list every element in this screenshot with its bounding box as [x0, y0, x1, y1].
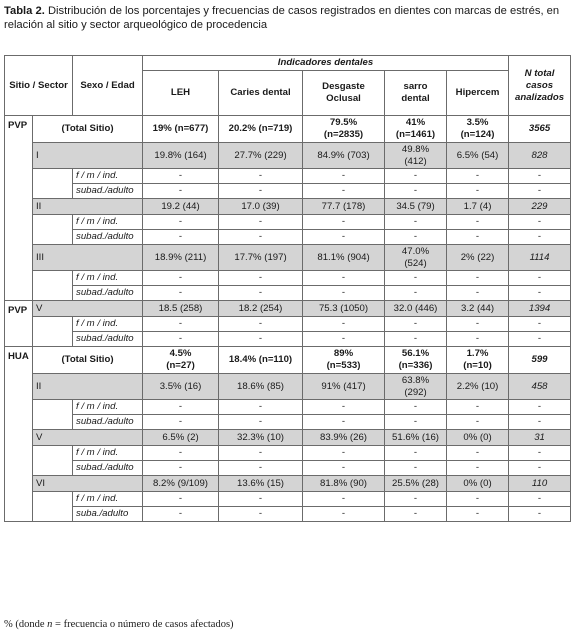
- value-cell: 77.7 (178): [303, 199, 385, 215]
- dash-cell: -: [447, 507, 509, 522]
- dash-cell: -: [385, 169, 447, 184]
- blank-cell: [33, 317, 73, 347]
- header-leh: LEH: [143, 71, 219, 116]
- value-cell: 19.8% (164): [143, 143, 219, 169]
- dash-cell: -: [219, 286, 303, 301]
- footnote-post: = frecuencia o número de casos afectados): [52, 619, 234, 630]
- dash-cell: -: [143, 461, 219, 476]
- table-row: [5, 317, 571, 332]
- value-cell: 18.9% (211): [143, 245, 219, 271]
- table-row: [5, 374, 571, 400]
- total-sitio-label: (Total Sitio): [33, 116, 143, 143]
- dash-cell: -: [219, 492, 303, 507]
- sector-label: III: [33, 245, 143, 271]
- dash-cell: -: [509, 446, 571, 461]
- table-row: [5, 446, 571, 461]
- sub-label-fm: f / m / ind.: [73, 492, 143, 507]
- dash-cell: -: [385, 215, 447, 230]
- value-cell: 20.2% (n=719): [219, 116, 303, 143]
- dash-cell: -: [447, 400, 509, 415]
- dash-cell: -: [219, 230, 303, 245]
- dash-cell: -: [385, 400, 447, 415]
- dash-cell: -: [143, 286, 219, 301]
- dash-cell: -: [447, 215, 509, 230]
- sector-label: II: [33, 199, 143, 215]
- value-cell: 81.1% (904): [303, 245, 385, 271]
- dash-cell: -: [303, 507, 385, 522]
- dash-cell: -: [447, 184, 509, 199]
- dash-cell: -: [447, 271, 509, 286]
- total-cell: 1394: [509, 301, 571, 317]
- table-footnote: [4, 619, 234, 630]
- dash-cell: -: [219, 169, 303, 184]
- dash-cell: -: [385, 492, 447, 507]
- sub-label-age: subad./adulto: [73, 184, 143, 199]
- value-cell: 25.5% (28): [385, 476, 447, 492]
- dash-cell: -: [143, 507, 219, 522]
- value-cell: 19% (n=677): [143, 116, 219, 143]
- value-cell: 32.0 (446): [385, 301, 447, 317]
- header-n-total-text: N total casos analizados: [515, 67, 565, 103]
- value-cell: 18.6% (85): [219, 374, 303, 400]
- dash-cell: -: [509, 332, 571, 347]
- dash-cell: -: [219, 317, 303, 332]
- dash-cell: -: [143, 169, 219, 184]
- value-cell: 75.3 (1050): [303, 301, 385, 317]
- dash-cell: -: [385, 286, 447, 301]
- value-cell: 2% (22): [447, 245, 509, 271]
- dash-cell: -: [385, 332, 447, 347]
- dash-cell: -: [143, 230, 219, 245]
- sector-label: V: [33, 430, 143, 446]
- value-cell: 83.9% (26): [303, 430, 385, 446]
- dash-cell: -: [143, 271, 219, 286]
- dash-cell: -: [385, 507, 447, 522]
- value-cell: 18.4% (n=110): [219, 347, 303, 374]
- sub-label-age: subad./adulto: [73, 461, 143, 476]
- value-cell: 8.2% (9/109): [143, 476, 219, 492]
- sub-label-age: subad./adulto: [73, 286, 143, 301]
- blank-cell: [33, 215, 73, 245]
- dash-cell: -: [303, 271, 385, 286]
- total-sitio-label: (Total Sitio): [33, 347, 143, 374]
- dental-indicators-table: [4, 55, 571, 522]
- dash-cell: -: [447, 332, 509, 347]
- dash-cell: -: [143, 446, 219, 461]
- table-row: [5, 271, 571, 286]
- dash-cell: -: [385, 230, 447, 245]
- value-cell: 79.5% (n=2835): [303, 116, 385, 143]
- table-row: [5, 415, 571, 430]
- dash-cell: -: [509, 184, 571, 199]
- caption-label: Tabla 2.: [4, 5, 45, 17]
- table-row: [5, 245, 571, 271]
- dash-cell: -: [385, 271, 447, 286]
- dash-cell: -: [303, 184, 385, 199]
- dash-cell: -: [509, 215, 571, 230]
- dash-cell: -: [303, 169, 385, 184]
- table-row: [5, 301, 571, 317]
- table-row: [5, 492, 571, 507]
- blank-cell: [33, 492, 73, 522]
- dash-cell: -: [385, 415, 447, 430]
- dash-cell: -: [385, 461, 447, 476]
- dash-cell: -: [143, 492, 219, 507]
- header-n-total: [509, 56, 571, 116]
- dash-cell: -: [303, 415, 385, 430]
- table-row: [5, 476, 571, 492]
- dash-cell: -: [447, 317, 509, 332]
- sub-label-fm: f / m / ind.: [73, 400, 143, 415]
- footnote-pre: % (donde: [4, 619, 48, 630]
- table-row: [5, 332, 571, 347]
- value-cell: 18.5 (258): [143, 301, 219, 317]
- dash-cell: -: [219, 400, 303, 415]
- value-cell: 2.2% (10): [447, 374, 509, 400]
- blank-cell: [33, 169, 73, 199]
- dash-cell: -: [143, 332, 219, 347]
- dash-cell: -: [509, 271, 571, 286]
- dash-cell: -: [385, 317, 447, 332]
- value-cell: 3.5% (16): [143, 374, 219, 400]
- table-row: [5, 430, 571, 446]
- header-sexo-edad: Sexo / Edad: [73, 56, 143, 116]
- caption-text: Distribución de los porcentajes y frecuencias de casos registrados en dientes con marcas de estrés, en relación al sitio y sector arqueológico de procedencia: [4, 5, 560, 31]
- header-sarro: sarro dental: [385, 71, 447, 116]
- table-row: [5, 507, 571, 522]
- value-cell: 27.7% (229): [219, 143, 303, 169]
- total-cell: 229: [509, 199, 571, 215]
- value-cell: 84.9% (703): [303, 143, 385, 169]
- dash-cell: -: [303, 332, 385, 347]
- dash-cell: -: [509, 230, 571, 245]
- value-cell: 0% (0): [447, 476, 509, 492]
- sector-label: II: [33, 374, 143, 400]
- dash-cell: -: [143, 215, 219, 230]
- dash-cell: -: [143, 184, 219, 199]
- sub-label-fm: f / m / ind.: [73, 446, 143, 461]
- site-label: PVP: [5, 116, 33, 301]
- dash-cell: -: [219, 271, 303, 286]
- site-label: PVP: [5, 301, 33, 347]
- dash-cell: -: [219, 184, 303, 199]
- sector-label: I: [33, 143, 143, 169]
- sector-label: VI: [33, 476, 143, 492]
- blank-cell: [33, 271, 73, 301]
- footnote-n: n: [47, 619, 53, 630]
- total-cell: 31: [509, 430, 571, 446]
- dash-cell: -: [447, 286, 509, 301]
- total-cell: 3565: [509, 116, 571, 143]
- site-label: HUA: [5, 347, 33, 522]
- table-row: [5, 184, 571, 199]
- header-caries: Caries dental: [219, 71, 303, 116]
- total-cell: 828: [509, 143, 571, 169]
- dash-cell: -: [509, 461, 571, 476]
- value-cell: 51.6% (16): [385, 430, 447, 446]
- value-cell: 41% (n=1461): [385, 116, 447, 143]
- dash-cell: -: [509, 492, 571, 507]
- value-cell: 81.8% (90): [303, 476, 385, 492]
- dash-cell: -: [509, 400, 571, 415]
- dash-cell: -: [303, 230, 385, 245]
- sub-label-fm: f / m / ind.: [73, 271, 143, 286]
- value-cell: 91% (417): [303, 374, 385, 400]
- dash-cell: -: [219, 461, 303, 476]
- sub-label-age: suba./adulto: [73, 507, 143, 522]
- value-cell: 6.5% (2): [143, 430, 219, 446]
- header-desgaste: Desgaste Oclusal: [303, 71, 385, 116]
- value-cell: 1.7% (n=10): [447, 347, 509, 374]
- table-row: [5, 169, 571, 184]
- dash-cell: -: [509, 507, 571, 522]
- dash-cell: -: [509, 317, 571, 332]
- dash-cell: -: [303, 400, 385, 415]
- sub-label-fm: f / m / ind.: [73, 169, 143, 184]
- value-cell: 17.7% (197): [219, 245, 303, 271]
- total-cell: 599: [509, 347, 571, 374]
- header-indicadores-dentales: Indicadores dentales: [143, 56, 509, 71]
- value-cell: 89% (n=533): [303, 347, 385, 374]
- value-cell: 47.0% (524): [385, 245, 447, 271]
- sub-label-age: subad./adulto: [73, 332, 143, 347]
- total-cell: 1114: [509, 245, 571, 271]
- dash-cell: -: [303, 461, 385, 476]
- sector-label: V: [33, 301, 143, 317]
- total-cell: 110: [509, 476, 571, 492]
- value-cell: 18.2 (254): [219, 301, 303, 317]
- value-cell: 49.8% (412): [385, 143, 447, 169]
- sub-label-age: subad./adulto: [73, 415, 143, 430]
- dash-cell: -: [303, 215, 385, 230]
- table-row: [5, 143, 571, 169]
- blank-cell: [33, 446, 73, 476]
- table-row: [5, 461, 571, 476]
- value-cell: 17.0 (39): [219, 199, 303, 215]
- dash-cell: -: [447, 169, 509, 184]
- table-row: [5, 286, 571, 301]
- dash-cell: -: [385, 446, 447, 461]
- dash-cell: -: [509, 415, 571, 430]
- dash-cell: -: [143, 400, 219, 415]
- dash-cell: -: [143, 317, 219, 332]
- dash-cell: -: [143, 415, 219, 430]
- dash-cell: -: [509, 169, 571, 184]
- value-cell: 56.1% (n=336): [385, 347, 447, 374]
- dash-cell: -: [509, 286, 571, 301]
- header-hipercem: Hipercem: [447, 71, 509, 116]
- table-row: [5, 230, 571, 245]
- value-cell: 3.2 (44): [447, 301, 509, 317]
- total-cell: 458: [509, 374, 571, 400]
- table-body: [5, 56, 571, 522]
- table-row: [5, 347, 571, 374]
- value-cell: 19.2 (44): [143, 199, 219, 215]
- dash-cell: -: [385, 184, 447, 199]
- table-row: [5, 116, 571, 143]
- dash-cell: -: [447, 230, 509, 245]
- blank-cell: [33, 400, 73, 430]
- table-row: [5, 199, 571, 215]
- dash-cell: -: [447, 492, 509, 507]
- value-cell: 63.8% (292): [385, 374, 447, 400]
- dash-cell: -: [303, 446, 385, 461]
- dash-cell: -: [303, 492, 385, 507]
- table-row: [5, 400, 571, 415]
- value-cell: 34.5 (79): [385, 199, 447, 215]
- dash-cell: -: [303, 286, 385, 301]
- value-cell: 0% (0): [447, 430, 509, 446]
- sub-label-fm: f / m / ind.: [73, 317, 143, 332]
- dash-cell: -: [447, 461, 509, 476]
- sub-label-fm: f / m / ind.: [73, 215, 143, 230]
- dash-cell: -: [219, 507, 303, 522]
- header-sitio-sector: Sitio / Sector: [5, 56, 73, 116]
- value-cell: 6.5% (54): [447, 143, 509, 169]
- dash-cell: -: [447, 446, 509, 461]
- dash-cell: -: [447, 415, 509, 430]
- dash-cell: -: [219, 415, 303, 430]
- value-cell: 13.6% (15): [219, 476, 303, 492]
- dash-cell: -: [219, 215, 303, 230]
- sub-label-age: subad./adulto: [73, 230, 143, 245]
- value-cell: 32.3% (10): [219, 430, 303, 446]
- value-cell: 4.5% (n=27): [143, 347, 219, 374]
- dash-cell: -: [219, 446, 303, 461]
- table-caption: [4, 4, 569, 32]
- value-cell: 1.7 (4): [447, 199, 509, 215]
- dash-cell: -: [303, 317, 385, 332]
- table-row: [5, 215, 571, 230]
- value-cell: 3.5% (n=124): [447, 116, 509, 143]
- dash-cell: -: [219, 332, 303, 347]
